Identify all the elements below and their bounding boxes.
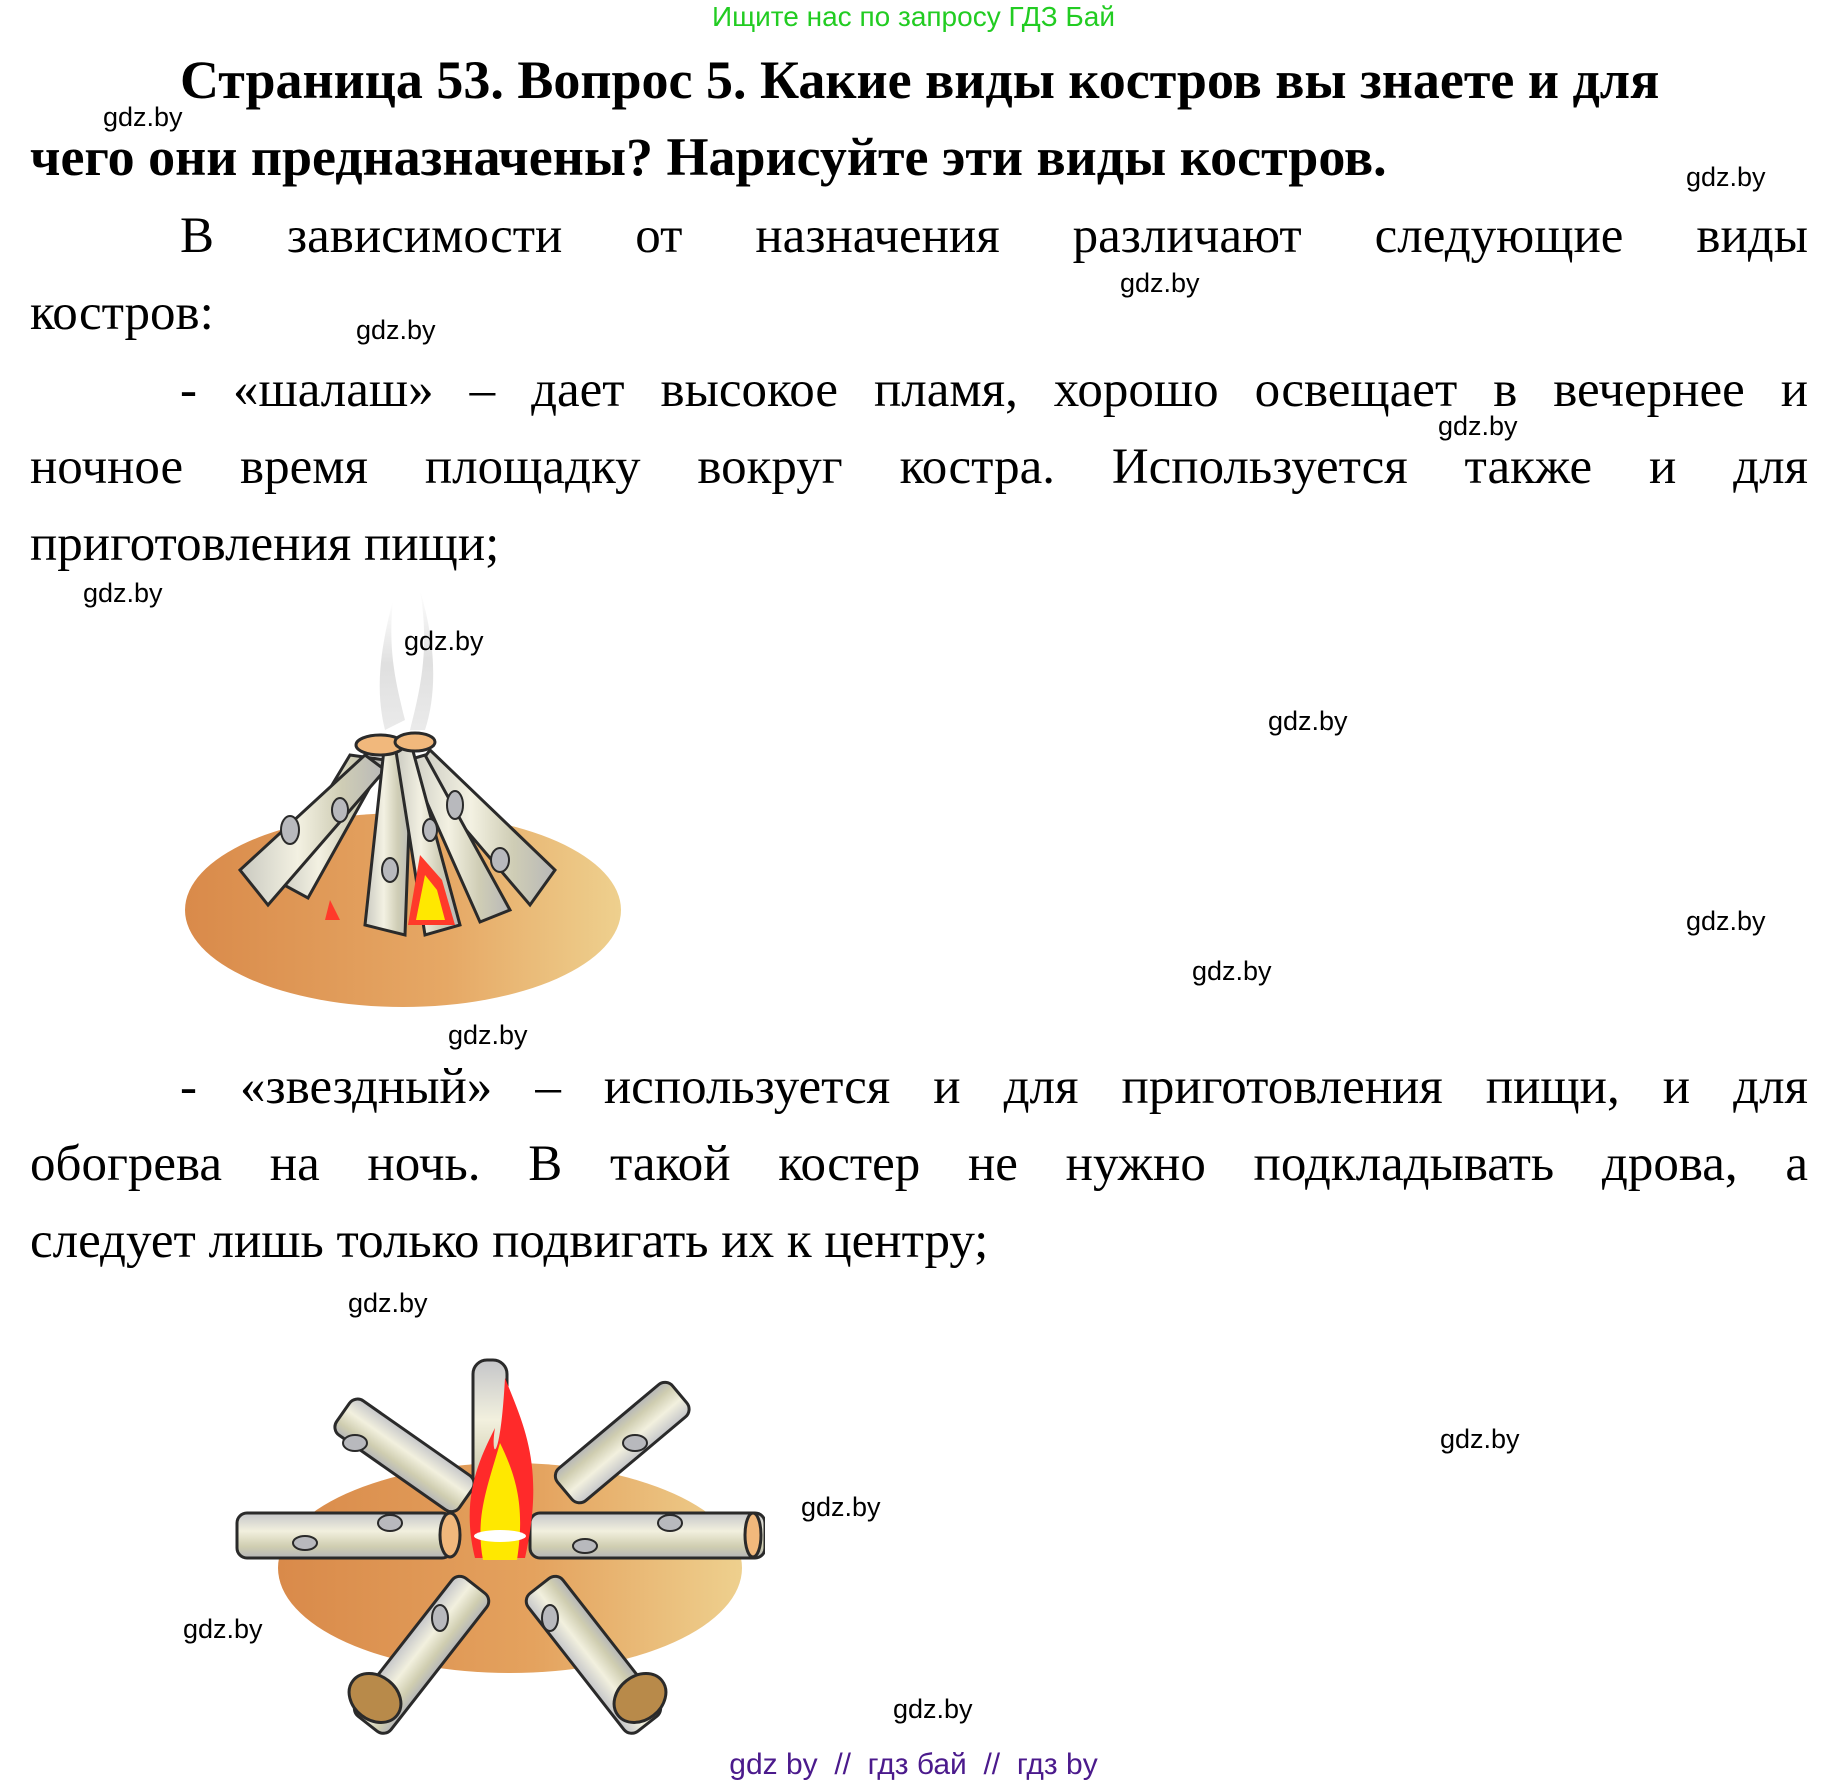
watermark: gdz.by [801,1492,881,1522]
zvezdny-line-1: - «звездный» – используется и для приготовления пищи, и для [180,1059,1808,1115]
question-title-line-1: Страница 53. Вопрос 5. Какие виды костров вы знаете и для [180,50,1660,110]
watermark: gdz.by [83,578,163,608]
watermark: gdz.by [183,1614,263,1644]
watermark: gdz.by [1120,268,1200,298]
shalash-line-1: - «шалаш» – дает высокое пламя, хорошо освещает в вечернее и [180,362,1808,418]
watermark: gdz.by [1686,162,1766,192]
footer-sites: gdz by // гдз бай // гдз by [729,1748,1098,1781]
watermark: gdz.by [1192,956,1272,986]
watermark: gdz.by [103,102,183,132]
search-promo-banner: Ищите нас по запросу ГДЗ Бай [711,1,1116,32]
watermark: gdz.by [348,1288,428,1318]
question-title-line-2: чего они предназначены? Нарисуйте эти виды костров. [30,127,1387,187]
watermark: gdz.by [1686,906,1766,936]
zvezdny-line-2: обогрева на ночь. В такой костер не нужно подкладывать дрова, а [30,1136,1808,1192]
shalash-line-2: ночное время площадку вокруг костра. Используется также и для [30,439,1808,495]
intro-line-1: В зависимости от назначения различают следующие виды [180,208,1808,264]
watermark: gdz.by [1440,1424,1520,1454]
watermark: gdz.by [356,315,436,345]
zvezdny-line-3: следует лишь только подвигать их к центру; [30,1213,989,1269]
watermark: gdz.by [893,1694,973,1724]
shalash-line-3: приготовления пищи; [30,516,500,572]
watermark: gdz.by [1268,706,1348,736]
star-fire-illustration [225,1348,765,1738]
watermark: gdz.by [404,626,484,656]
watermark: gdz.by [448,1020,528,1050]
intro-line-2: костров: [30,285,214,341]
watermark: gdz.by [1438,411,1518,441]
